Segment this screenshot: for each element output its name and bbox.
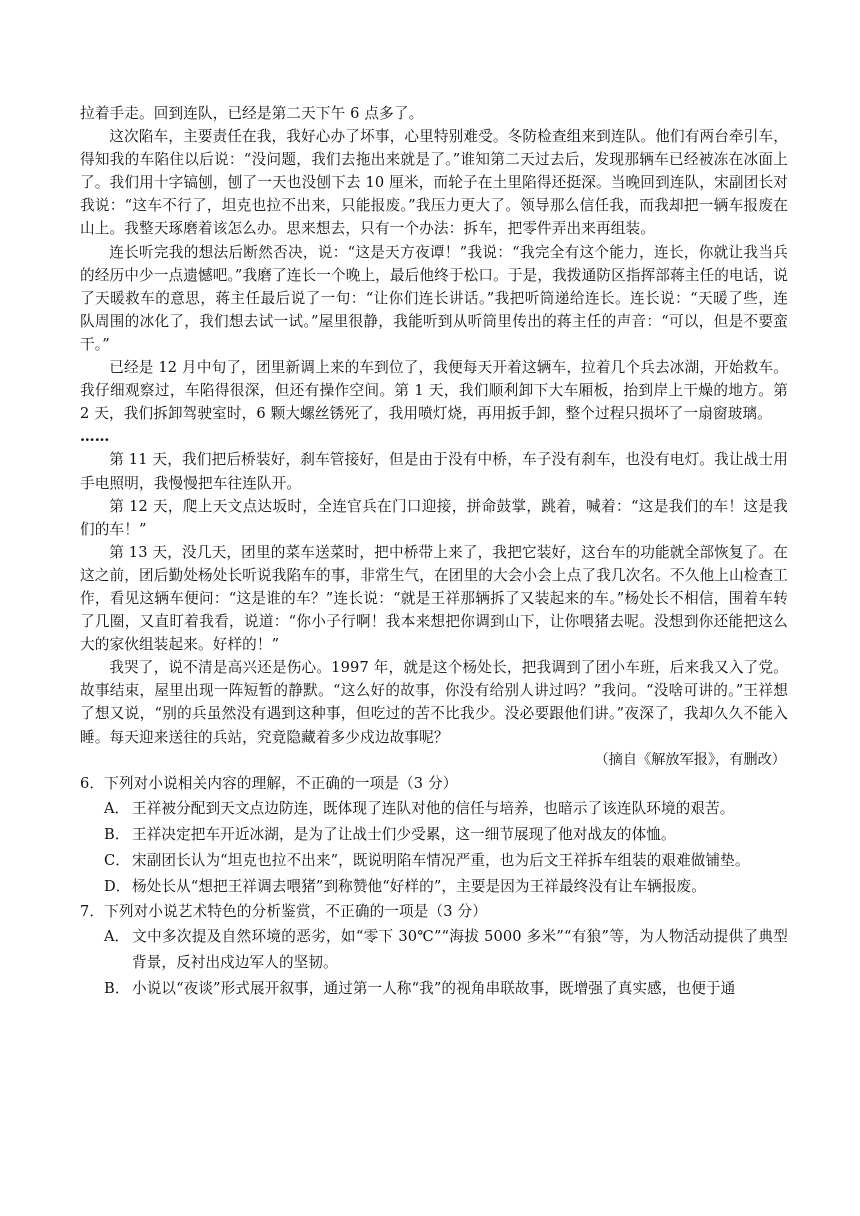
option-letter: C． bbox=[104, 851, 130, 869]
story-paragraph: 第 12 天，爬上天文点达坂时，全连官兵在门口迎接，拼命鼓掌，跳着，喊着：“这是我们的车！这是我们的车！” bbox=[80, 497, 788, 538]
question-6 bbox=[80, 772, 788, 900]
content-column bbox=[80, 102, 788, 1002]
story-paragraph: 第 11 天，我们把后桥装好，刹车管接好，但是由于没有中桥，车子没有刹车，也没有电灯。我让战士用手电照明，我慢慢把车往连队开。 bbox=[80, 451, 788, 492]
option-b bbox=[80, 976, 788, 1002]
option-text: 王祥决定把车开近冰湖，是为了让战士们少受累，这一细节展现了他对战友的体恤。 bbox=[132, 825, 676, 843]
option-text: 宋副团长认为“坦克也拉不出来”，既说明陷车情况严重，也为后文王祥拆车组装的艰难做铺垫。 bbox=[132, 851, 750, 869]
question-stem: 6．下列对小说相关内容的理解，不正确的一项是（3 分） bbox=[80, 774, 458, 792]
option-letter: A． bbox=[104, 799, 130, 817]
option-text: 文中多次提及自然环境的恶劣，如“零下 30℃”“海拔 5000 多米”“有狼”等，为人物活动提供了典型背景，反衬出戍边军人的坚韧。 bbox=[132, 927, 788, 971]
question-7 bbox=[80, 900, 788, 1002]
option-c bbox=[80, 848, 788, 874]
option-letter: A． bbox=[104, 927, 130, 945]
option-text: 小说以“夜谈”形式展开叙事，通过第一人称“我”的视角串联故事，既增强了真实感，也便于通 bbox=[132, 979, 736, 997]
option-text: 杨处长从“想把王祥调去喂猪”到称赞他“好样的”，主要是因为王祥最终没有让车辆报废。 bbox=[132, 877, 706, 895]
option-a bbox=[80, 796, 788, 822]
ellipsis-line: …… bbox=[80, 428, 110, 446]
option-text: 王祥被分配到天文点边防连，既体现了连队对他的信任与培养，也暗示了该连队环境的艰苦。 bbox=[132, 799, 735, 817]
option-letter: B． bbox=[104, 979, 130, 997]
option-d bbox=[80, 874, 788, 900]
story-paragraph: 连长听完我的想法后断然否决，说：“这是天方夜谭！”我说：“我完全有这个能力，连长，你就让我当兵的经历中少一点遗憾吧。”我磨了连长一个晚上，最后他终于松口。于是，我拨通防区指挥部蒋主任的电话，说了天暖救车的意思，蒋主任最后说了一句：“让你们连长讲话。”我把听筒递给连长。连长说：“天暖了些，连队周围的冰化了，我们想去试一试。”屋里很静，我能听到从听筒里传出的蒋主任的声音：“可以，但是不要蛮干。” bbox=[80, 243, 789, 353]
source-citation: （摘自《解放军报》，有删改） bbox=[594, 751, 786, 768]
story-paragraph: 这次陷车，主要责任在我，我好心办了坏事，心里特别难受。冬防检查组来到连队。他们有两台牵引车，得知我的车陷住以后说：“没问题，我们去拖出来就是了。”谁知第二天过去后，发现那辆车已经被冻在冰面上了。我们用十字镐刨，刨了一天也没刨下去 10 厘米，而轮子在土里陷得还挺深。当晚回到连队，宋副团长对我说：“这车不行了，坦克也拉不出来，只能报废。”我压力更大了。领导那么信任我，而我却把一辆车报废在山上。我整天琢磨着该怎么办。思来想去，只有一个办法：拆车，把零件弄出来再组装。 bbox=[80, 128, 788, 238]
story-paragraph: 我哭了，说不清是高兴还是伤心。1997 年，就是这个杨处长，把我调到了团小车班，后来我又入了党。故事结束，屋里出现一阵短暂的静默。“这么好的故事，你没有给别人讲过吗？”我问。“没啥可讲的。”王祥想了想又说，“别的兵虽然没有遇到这种事，但吃过的苦不比我少。没必要跟他们讲。”夜深了，我却久久不能入睡。每天迎来送往的兵站，究竟隐藏着多少戍边故事呢？ bbox=[80, 659, 788, 746]
option-letter: D． bbox=[104, 877, 131, 895]
question-stem: 7．下列对小说艺术特色的分析鉴赏，不正确的一项是（3 分） bbox=[80, 902, 487, 920]
option-letter: B． bbox=[104, 825, 130, 843]
option-b bbox=[80, 822, 788, 848]
story-paragraph: 已经是 12 月中旬了，团里新调上来的车到位了，我便每天开着这辆车，拉着几个兵去冰湖，开始救车。我仔细观察过，车陷得很深，但还有操作空间。第 1 天，我们顺利卸下大车厢板，抬到岸上干燥的地方。第 2 天，我们拆卸驾驶室时，6 颗大螺丝锈死了，我用喷灯烧，再用扳手卸，整个过程只损坏了一扇窗玻璃。 bbox=[80, 359, 788, 423]
story-excerpt bbox=[80, 102, 788, 772]
story-paragraph: 第 13 天，没几天，团里的菜车送菜时，把中桥带上来了，我把它装好，这台车的功能就全部恢复了。在这之前，团后勤处杨处长听说我陷车的事，非常生气，在团里的大会小会上点了我几次名。不久他上山检查工作，看见这辆车便问：“这是谁的车？”连长说：“就是王祥那辆拆了又装起来的车。”杨处长不相信，围着车转了几圈，又直盯着我看，说道：“你小子行啊！我本来想把你调到山下，让你喂猪去呢。没想到你还能把这么大的家伙组装起来。好样的！” bbox=[80, 543, 788, 654]
option-a bbox=[80, 924, 788, 976]
story-paragraph: 拉着手走。回到连队，已经是第二天下午 6 点多了。 bbox=[80, 105, 424, 122]
